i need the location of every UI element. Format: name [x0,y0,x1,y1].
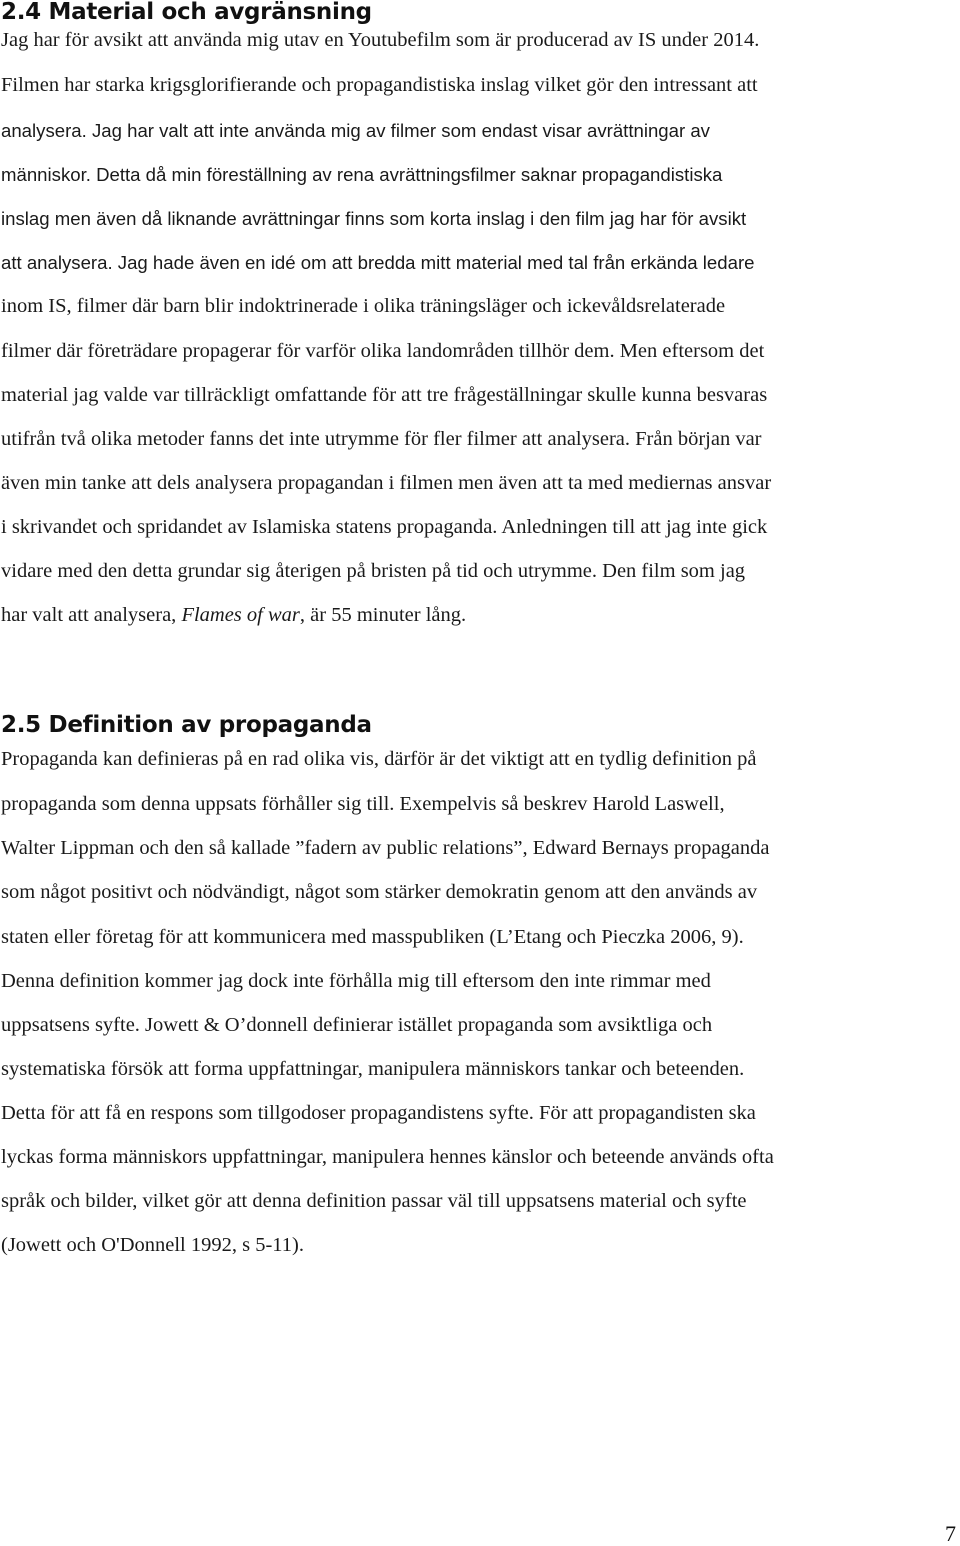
paragraph-line: utifrån två olika metoder fanns det inte utrymme för fler filmer att analysera. Från början var [1,428,762,450]
paragraph-line: inslag men även då liknande avrättningar finns som korta inslag i den film jag har för avsikt [1,208,747,229]
paragraph-line: Walter Lippman och den så kallade ”fadern av public relations”, Edward Bernays propaganda [1,837,770,859]
paragraph-line: inom IS, filmer där barn blir indoktrinerade i olika träningsläger och ickevåldsrelaterade [1,295,726,317]
paragraph-line: material jag valde var tillräckligt omfattande för att tre frågeställningar skulle kunna besvaras [1,384,768,406]
section-heading-definition: 2.5 Definition av propaganda [1,712,372,738]
paragraph-line: i skrivandet och spridandet av Islamiska statens propaganda. Anledningen till att jag inte gick [1,516,768,538]
paragraph-line: analysera. Jag har valt att inte använda mig av filmer som endast visar avrättningar av [1,120,710,141]
paragraph-line: människor. Detta då min föreställning av rena avrättningsfilmer saknar propagandistiska [1,164,723,185]
paragraph-line: propaganda som denna uppsats förhåller sig till. Exempelvis så beskrev Harold Laswell, [1,793,725,815]
paragraph-line: staten eller företag för att kommunicera med masspubliken (L’Etang och Pieczka 2006, 9). [1,926,744,948]
paragraph-line: Filmen har starka krigsglorifierande och propagandistiska inslag vilket gör den intressant att [1,74,758,96]
paragraph-line: Detta för att få en respons som tillgodoser propagandistens syfte. För att propagandisten ska [1,1102,756,1124]
film-title: Flames of war [181,604,300,626]
line-text: har valt att analysera, [1,604,182,626]
page-number: 7 [945,1521,956,1546]
paragraph-line: även min tanke att dels analysera propagandan i filmen men även att ta med mediernas ansvar [1,472,772,494]
paragraph-line: uppsatsens syfte. Jowett & O’donnell definierar istället propaganda som avsiktliga och [1,1014,713,1036]
paragraph-line: som något positivt och nödvändigt, något som stärker demokratin genom att den används av [1,881,758,903]
paragraph-line: Propaganda kan definieras på en rad olika vis, därför är det viktigt att en tydlig definition på [1,748,757,770]
line-text: , är 55 minuter lång. [299,604,467,626]
paragraph-line-last [1,603,466,627]
paragraph-line: (Jowett och O'Donnell 1992, s 5-11). [1,1234,304,1256]
paragraph-line: att analysera. Jag hade även en idé om att bredda mitt material med tal från erkända ledare [1,252,755,273]
paragraph-line: Jag har för avsikt att använda mig utav en Youtubefilm som är producerad av IS under 2014. [1,29,760,51]
paragraph-line: språk och bilder, vilket gör att denna definition passar väl till uppsatsens material och syfte [1,1190,747,1212]
paragraph-line: filmer där företrädare propagerar för varför olika landområden tillhör dem. Men eftersom det [1,340,765,362]
section-heading-material: 2.4 Material och avgränsning [1,0,372,25]
paragraph-line: Denna definition kommer jag dock inte förhålla mig till eftersom den inte rimmar med [1,970,711,992]
paragraph-line: lyckas forma människors uppfattningar, manipulera hennes känslor och beteende används ofta [1,1146,774,1168]
paragraph-line: vidare med den detta grundar sig återigen på bristen på tid och utrymme. Den film som jag [1,560,746,582]
paragraph-line: systematiska försök att forma uppfattningar, manipulera människors tankar och beteenden. [1,1058,745,1080]
